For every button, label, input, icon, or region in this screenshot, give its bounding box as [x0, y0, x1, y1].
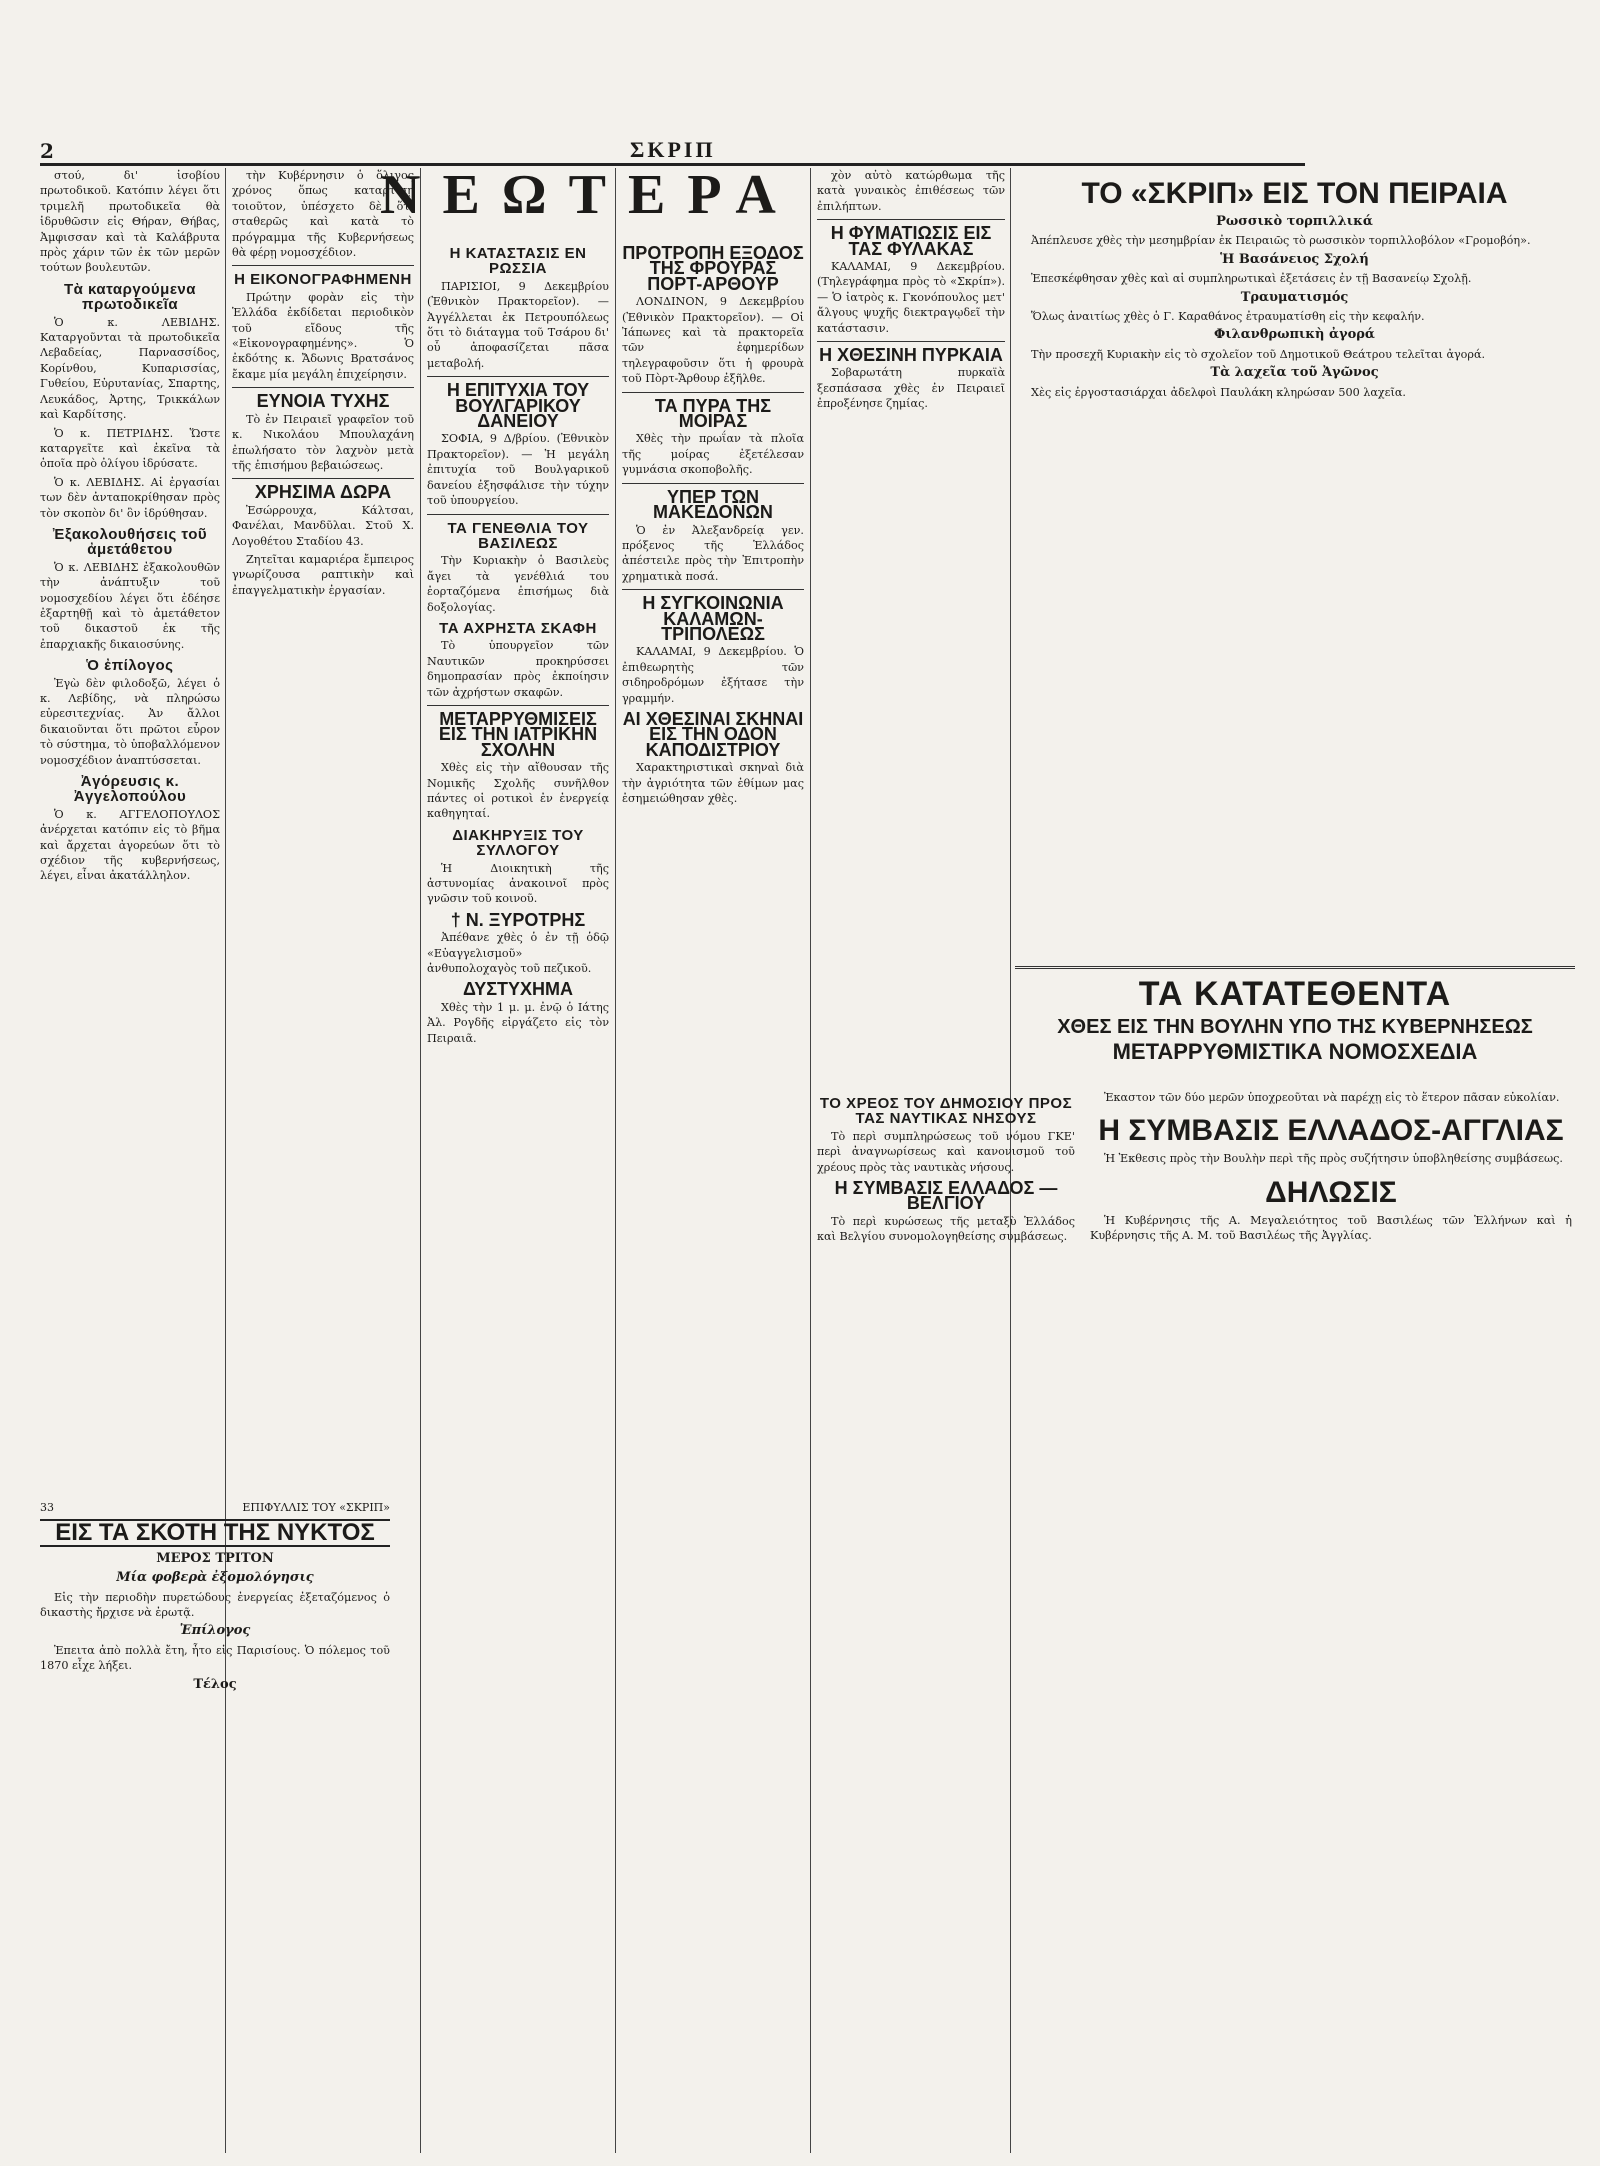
paragraph: Ὅλως ἀναιτίως χθὲς ὁ Γ. Καραθάνος ἐτραυματίσθη εἰς τὴν κεφαλήν. — [1031, 310, 1425, 324]
rule — [817, 341, 1005, 342]
paragraph: Ἀπέθανε χθὲς ὁ ἐν τῇ ὁδῷ «Εὐαγγελισμοῦ» ἀνθυπολοχαγὸς τοῦ πεζικοῦ. — [427, 931, 609, 976]
paragraph: ΚΑΛΑΜΑΙ, 9 Δεκεμβρίου. (Τηλεγράφημα πρὸς τὸ «Σκρίπ»). — Ὁ ἰατρὸς κ. Γκονόπουλος μετ' ἄλγους ψυχῆς διεκτραγῳδεῖ τὴν κατάστασιν. — [817, 260, 1005, 335]
rule — [427, 514, 609, 515]
section-heading: ΔΥΣΤΥΧΗΜΑ — [462, 979, 574, 1000]
paragraph: Ἐκαστον τῶν δύο μερῶν ὑποχρεοῦται νὰ παρέχῃ εἰς τὸ ἕτερον πᾶσαν εὐκολίαν. — [1104, 1091, 1560, 1104]
feature-right-column — [1090, 1090, 1572, 2150]
paragraph: Χὲς εἰς ἐργοστασιάρχαι ἀδελφοὶ Παυλάκη κληρώσαν 500 λαχεῖα. — [1031, 385, 1406, 399]
section-heading: Τὰ καταργούμενα πρωτοδικεῖα — [63, 280, 196, 314]
rule — [817, 219, 1005, 220]
paragraph: ΠΑΡΙΣΙΟΙ, 9 Δεκεμβρίου (Ἐθνικὸν Πρακτορεῖον). — Ἀγγέλλεται ἐκ Πετρουπόλεως ὅτι τὸ διάταγμα τοῦ Τσάρου δι' οὗ ἀποφασίζεται πᾶσα μεταβολή. — [427, 279, 609, 370]
page-number: 2 — [40, 139, 54, 163]
section-heading: ΥΠΕΡ ΤΩΝ ΜΑΚΕΔΟΝΩΝ — [653, 486, 773, 523]
subheading: Ἡ Βασάνειος Σχολή — [1220, 251, 1369, 267]
column-6 — [1017, 168, 1572, 948]
serial-end: Τέλος — [193, 1676, 237, 1692]
section-heading: Η ΣΥΜΒΑΣΙΣ ΕΛΛΑΔΟΣ-ΑΓΓΛΙΑΣ — [1098, 1114, 1564, 1148]
paragraph: Τὸ περὶ κυρώσεως τῆς μεταξὺ Ἑλλάδος καὶ Βελγίου συνομολογηθείσης συμβάσεως. — [817, 1214, 1075, 1244]
column-divider — [615, 168, 616, 2153]
serial-part: ΜΕΡΟΣ ΤΡΙΤΟΝ — [156, 1550, 274, 1566]
serial-section — [40, 1500, 390, 2150]
paragraph: Τὴν προσεχῆ Κυριακὴν εἰς τὸ σχολεῖον τοῦ Δημοτικοῦ Θεάτρου τελεῖται ἀγορά. — [1031, 347, 1486, 361]
paragraph: Ἐσώρρουχα, Κάλτσαι, Φανέλαι, Μανδῦλαι. Στοῦ Χ. Λογοθέτου Σταδίου 43. — [232, 503, 414, 548]
subheading: Φιλανθρωπικὴ ἀγορά — [1214, 327, 1375, 343]
rule — [622, 483, 804, 484]
section-heading: ΠΡΟΤΡΟΠΗ ΕΞΟΔΟΣ ΤΗΣ ΦΡΟΥΡΑΣ ΠΟΡΤ-ΑΡΘΟΥΡ — [622, 243, 804, 294]
serial-chapter: Μία φοβερὰ ἐξομολόγησις — [116, 1570, 314, 1586]
section-heading: ΧΡΗΣΙΜΑ ΔΩΡΑ — [254, 482, 392, 503]
column-5 — [817, 168, 1005, 948]
section-heading: Η ΣΥΓΚΟΙΝΩΝΙΑ ΚΑΛΑΜΩΝ-ΤΡΙΠΟΛΕΩΣ — [642, 593, 784, 644]
section-heading: ΤΟ ΧΡΕΟΣ ΤΟΥ ΔΗΜΟΣΙΟΥ ΠΡΟΣ ΤΑΣ ΝΑΥΤΙΚΑΣ ΝΗΣΟΥΣ — [819, 1095, 1073, 1128]
paragraph: Ἐγὼ δὲν φιλοδοξῶ, λέγει ὁ κ. Λεβίδης, νὰ πληρώσω εὐρεσιτεχνίας. Ἀν ἄλλοι δικαιοῦνται ὅτι πρῶτοι εὗρον τὸ σύστημα, τὸ ὑποβαλλόμενον νομοσχέδιον ἀναπτύσσεται. — [40, 676, 220, 767]
column-1 — [40, 168, 220, 1488]
section-heading: ΤΟ «ΣΚΡΙΠ» ΕΙΣ ΤΟΝ ΠΕΙΡΑΙΑ — [1081, 177, 1508, 210]
serial-label — [40, 1500, 390, 1515]
section-heading: † Ν. ΞΥΡΟΤΡΗΣ — [450, 909, 586, 930]
paragraph: Χθὲς τὴν πρωΐαν τὰ πλοῖα τῆς μοίρας ἐξετέλεσαν γυμνάσια σκοποβολῆς. — [622, 432, 804, 477]
serial-number: 33 — [40, 1501, 54, 1514]
paragraph: ΛΟΝΔΙΝΟΝ, 9 Δεκεμβρίου (Ἐθνικὸν Πρακτορεῖον). — Οἱ Ἰάπωνες καὶ τὰ πρακτορεῖα τῶν ἐφημερίδων τηλεγραφοῦσιν ὅτι ἡ φρουρὰ τοῦ Πὸρτ-Ἄρθουρ ἐξῆλθε. — [622, 295, 804, 386]
banner-text: ΝΕΩΤΕΡΑ — [380, 164, 798, 226]
feature-title: ΤΑ ΚΑΤΑΤΕΘΕΝΤΑ — [1138, 975, 1452, 1013]
paragraph: Ζητεῖται καμαριέρα ἔμπειρος γνωρίζουσα ραπτικὴν καὶ ἐπαγγελματικὴν ἐργασίαν. — [232, 552, 414, 597]
section-heading: Η ΣΥΜΒΑΣΙΣ ΕΛΛΑΔΟΣ — ΒΕΛΓΙΟΥ — [834, 1178, 1058, 1214]
paragraph: Τὸ ἐν Πειραιεῖ γραφεῖον τοῦ κ. Νικολάου Μπουλαχάνη ἐπωλήσατο τὸν λαχνὸν μετὰ τῆς ἐπισήμου βεβαιώσεως. — [232, 412, 414, 472]
section-heading: ΕΥΝΟΙΑ ΤΥΧΗΣ — [256, 391, 390, 412]
paragraph: Ὁ κ. ΛΕΒΙΔΗΣ ἐξακολουθῶν τὴν ἀνάπτυξιν τοῦ νομοσχεδίου λέγει ὅτι ἐδέησε ἐξαρτηθῇ καὶ τὸ ἀμετάθετον τοῦ δικαστοῦ ἐκ τῆς ἐπαρχιακῆς δικαιοσύνης. — [40, 560, 220, 651]
paragraph: Ἀπέπλευσε χθὲς τὴν μεσημβρίαν ἐκ Πειραιῶς τὸ ρωσσικὸν τορπιλλοβόλον «Γρομοβόη». — [1031, 234, 1531, 248]
section-heading: Ἐξακολουθήσεις τοῦ ἀμετάθετου — [52, 525, 208, 559]
section-heading: Ὁ ἐπίλογος — [86, 657, 174, 675]
subheading: Τραυματισμός — [1240, 289, 1349, 305]
paragraph: Πρώτην φορὰν εἰς τὴν Ἑλλάδα ἐκδίδεται περιοδικὸν τοῦ εἴδους τῆς «Εἰκονογραφημένης». Ὁ ἐκδότης κ. Ἄδωνις Βρατσάνος ἔκαμε μία μεγάλη ἐπιχείρησιν. — [232, 290, 414, 381]
paragraph: Ὁ ἐν Ἀλεξανδρείᾳ γεν. πρόξενος τῆς Ἑλλάδος ἀπέστειλε πρὸς τὴν Ἐπιτροπὴν χρηματικὰ ποσά. — [622, 523, 804, 583]
paragraph: Ὁ κ. ΠΕΤΡΙΔΗΣ. Ὥστε καταργεῖτε καὶ ἐκεῖνα τὰ ὁποῖα πρὸ ὀλίγου ἱδρύσατε. — [40, 426, 220, 471]
column-4 — [622, 240, 804, 2150]
paragraph: Εἰς τὴν περιοδὴν πυρετώδους ἐνεργείας ἐξεταζόμενος ὁ δικαστὴς ἤρχισε νὰ ἐρωτᾷ. — [40, 1590, 390, 1620]
feature-headline — [1015, 960, 1575, 1065]
paragraph: Ὁ κ. ΛΕΒΙΔΗΣ. Αἱ ἐργασίαι των δὲν ἀνταποκρίθησαν πρὸς τὸν σκοπὸν δι' ὃν ἱδρύθησαν. — [40, 475, 220, 520]
rule — [232, 478, 414, 479]
paragraph: Χθὲς τὴν 1 μ. μ. ἐνῷ ὁ Ιάτης Ἀλ. Ρογδῆς εἰργάζετο εἰς τὸν Πειραιᾶ. — [427, 1000, 609, 1045]
paragraph: Τὸ περὶ συμπληρώσεως τοῦ νόμου ΓΚΕ' περὶ ἀναγνωρίσεως καὶ κανονισμοῦ τοῦ χρέους πρὸς τὰς ναυτικὰς νήσους. — [817, 1129, 1075, 1174]
paragraph: Τὴν Κυριακὴν ὁ Βασιλεὺς ἄγει τὰ γενέθλιά του ἐορταζόμενα ἐπισήμως διὰ δοξολογίας. — [427, 554, 609, 614]
paragraph: χὸν αὐτὸ κατώρθωμα τῆς κατὰ γυναικὸς ἐπιθέσεως τῶν ἐπιλήπτων. — [817, 169, 1005, 213]
section-heading: ΑΙ ΧΘΕΣΙΝΑΙ ΣΚΗΝΑΙ ΕΙΣ ΤΗΝ ΟΔΟΝ ΚΑΠΟΔΙΣΤΡΙΟΥ — [622, 708, 804, 760]
section-heading: ΤΑ ΓΕΝΕΘΛΙΑ ΤΟΥ ΒΑΣΙΛΕΩΣ — [447, 519, 589, 552]
rule — [1015, 966, 1575, 969]
section-heading: Ἀγόρευσις κ. Ἀγγελοπούλου — [73, 773, 187, 806]
paragraph: Σοβαρωτάτη πυρκαϊὰ ξεσπάσασα χθὲς ἐν Πειραιεῖ ἐπροξένησε ζημίας. — [817, 366, 1005, 411]
section-heading: Η ΚΑΤΑΣΤΑΣΙΣ ΕΝ ΡΩΣΣΙΑ — [449, 245, 587, 278]
paragraph: Ἐπεσκέφθησαν χθὲς καὶ αἱ συμπληρωτικαὶ ἐξετάσεις ἐν τῇ Βασανείῳ Σχολῇ. — [1031, 272, 1472, 286]
feature-subtitle: ΧΘΕΣ ΕΙΣ ΤΗΝ ΒΟΥΛΗΝ ΥΠΟ ΤΗΣ ΚΥΒΕΡΝΗΣΕΩΣ — [1057, 1016, 1533, 1038]
section-heading: ΤΑ ΠΥΡΑ ΤΗΣ ΜΟΙΡΑΣ — [654, 395, 772, 432]
serial-title: ΕΙΣ ΤΑ ΣΚΟΤΗ ΤΗΣ ΝΥΚΤΟΣ — [40, 1519, 390, 1546]
serial-caption: ΕΠΙΦΥΛΛΙΣ ΤΟΥ «ΣΚΡΙΠ» — [242, 1501, 390, 1514]
section-heading: Η ΧΘΕΣΙΝΗ ΠΥΡΚΑΙΑ — [819, 345, 1003, 366]
paragraph: Τὸ ὑπουργεῖον τῶν Ναυτικῶν προκηρύσσει δημοπρασίαν πρὸς ἐκποίησιν τῶν ἀχρήστων σκαφῶν. — [427, 639, 609, 699]
subheading: Τὰ λαχεῖα τοῦ Ἀγῶνος — [1210, 365, 1379, 381]
section-heading: ΜΕΤΑΡΡΥΘΜΙΣΕΙΣ ΕΙΣ ΤΗΝ ΙΑΤΡΙΚΗΝ ΣΧΟΛΗΝ — [438, 708, 598, 760]
paragraph: Χθὲς εἰς τὴν αἴθουσαν τῆς Νομικῆς Σχολῆς συνῆλθον πάντες οἱ ροτικοὶ ἐν ἐνεργείᾳ καθηγηταί. — [427, 761, 609, 821]
section-heading: Η ΕΠΙΤΥΧΙΑ ΤΟΥ ΒΟΥΛΓΑΡΙΚΟΥ ΔΑΝΕΙΟΥ — [446, 380, 590, 432]
rule — [232, 265, 414, 266]
paragraph: Χαρακτηριστικαὶ σκηναὶ διὰ τὴν ἀγριότητα τῶν ἐθίμων μας ἐσημειώθησαν χθὲς. — [622, 761, 804, 805]
feature-left-column — [817, 1090, 1075, 2150]
rule — [622, 589, 804, 590]
subheading: Ρωσσικὸ τορπιλλικά — [1216, 214, 1373, 229]
rule — [232, 387, 414, 388]
paragraph: Ὁ κ. ΑΓΓΕΛΟΠΟΥΛΟΣ ἀνέρχεται κατόπιν εἰς τὸ βῆμα καὶ ἄρχεται ἀγορεύων ὅτι τὸ σχέδιον τῆς κυβερνήσεως, λέγει, εἶναι ἀκατάλληλον. — [40, 807, 220, 883]
feature-subtitle: ΜΕΤΑΡΡΥΘΜΙΣΤΙΚΑ ΝΟΜΟΣΧΕΔΙΑ — [1112, 1039, 1478, 1064]
column-divider — [810, 168, 811, 2153]
section-heading: ΤΑ ΑΧΡΗΣΤΑ ΣΚΑΦΗ — [439, 619, 597, 637]
paragraph: ΣΟΦΙΑ, 9 Δ/βρίου. (Ἐθνικὸν Πρακτορεῖον). — Ἡ μεγάλη ἐπιτυχία τοῦ Βουλγαρικοῦ δανείου ἐξησφάλισε τὴν τύχην τοῦ ὑπουργείου. — [427, 432, 609, 508]
paragraph: Ἡ Κυβέρνησις τῆς Α. Μεγαλειότητος τοῦ Βασιλέως τῶν Ἑλλήνων καὶ ἡ Κυβέρνησις τῆς Α. Μ. τοῦ Βασιλέως τῆς Ἀγγλίας. — [1090, 1213, 1572, 1243]
section-heading: ΔΗΛΩΣΙΣ — [1265, 1175, 1397, 1209]
paragraph: Ἡ Διοικητικὴ τῆς ἀστυνομίας ἀνακοινοῖ πρὸς γνῶσιν τοῦ κοινοῦ. — [427, 861, 609, 906]
section-heading: ΔΙΑΚΗΡΥΞΙΣ ΤΟΥ ΣΥΛΛΟΓΟΥ — [452, 826, 584, 860]
section-heading: Η ΕΙΚΟΝΟΓΡΑΦΗΜΕΝΗ — [234, 271, 412, 289]
paragraph: Ἐπειτα ἀπὸ πολλὰ ἔτη, ἦτο εἰς Παρισίους. Ὁ πόλεμος τοῦ 1870 εἶχε λήξει. — [40, 1643, 390, 1673]
column-2 — [232, 168, 414, 1488]
section-heading: Η ΦΥΜΑΤΙΩΣΙΣ ΕΙΣ ΤΑΣ ΦΥΛΑΚΑΣ — [830, 223, 992, 259]
paragraph: Ἡ Ἐκθεσις πρὸς τὴν Βουλὴν περὶ τῆς πρὸς συζήτησιν ὑποβληθείσης συμβάσεως. — [1104, 1152, 1563, 1166]
banner-neotera — [380, 155, 798, 235]
serial-epilogue: Ἐπίλογος — [179, 1623, 251, 1639]
column-divider — [420, 168, 421, 2153]
column-3 — [427, 240, 609, 2150]
rule — [427, 705, 609, 706]
paragraph: τὴν Κυβέρνησιν ὁ ὅλιγος χρόνος ὅπως καταρτίσῃ τοιοῦτον, ὑπέσχετο δὲ ὅτι σταθερῶς καὶ κατὰ τὸ πρόγραμμα τῆς Κυβερνήσεως θὰ φέρῃ νομοσχέδιον. — [232, 169, 414, 260]
paper-name: ΣΚΡΙΠ — [630, 137, 716, 162]
paragraph: Ὁ κ. ΛΕΒΙΔΗΣ. Καταργοῦνται τὰ πρωτοδικεῖα Λεβαδείας, Παρνασσίδος, Κορίνθου, Κυπαρισσίας, Γυθείου, Εὐρυτανίας, Σπαρτης, Λευκάδος, Ἀρτης, Τρικκάλων καὶ Καρδίτσης. — [40, 315, 220, 422]
rule — [427, 376, 609, 377]
paragraph: στού, δι' ἰσοβίου πρωτοδικοῦ. Κατόπιν λέγει ὅτι τριμελῆ πρωτοδικεῖα θὰ ἱδρυθῶσιν εἰς Θήραν, Θήβας, Ἀμφισσαν καὶ τὰ Καλάβρυτα πρὸς χάριν τῶν ἐκ τῶν μερῶν τούτων βουλευτῶν. — [40, 169, 220, 275]
paragraph: ΚΑΛΑΜΑΙ, 9 Δεκεμβρίου. Ὁ ἐπιθεωρητὴς τῶν σιδηροδρόμων ἐξήτασε τὴν γραμμήν. — [622, 645, 804, 705]
rule — [622, 392, 804, 393]
